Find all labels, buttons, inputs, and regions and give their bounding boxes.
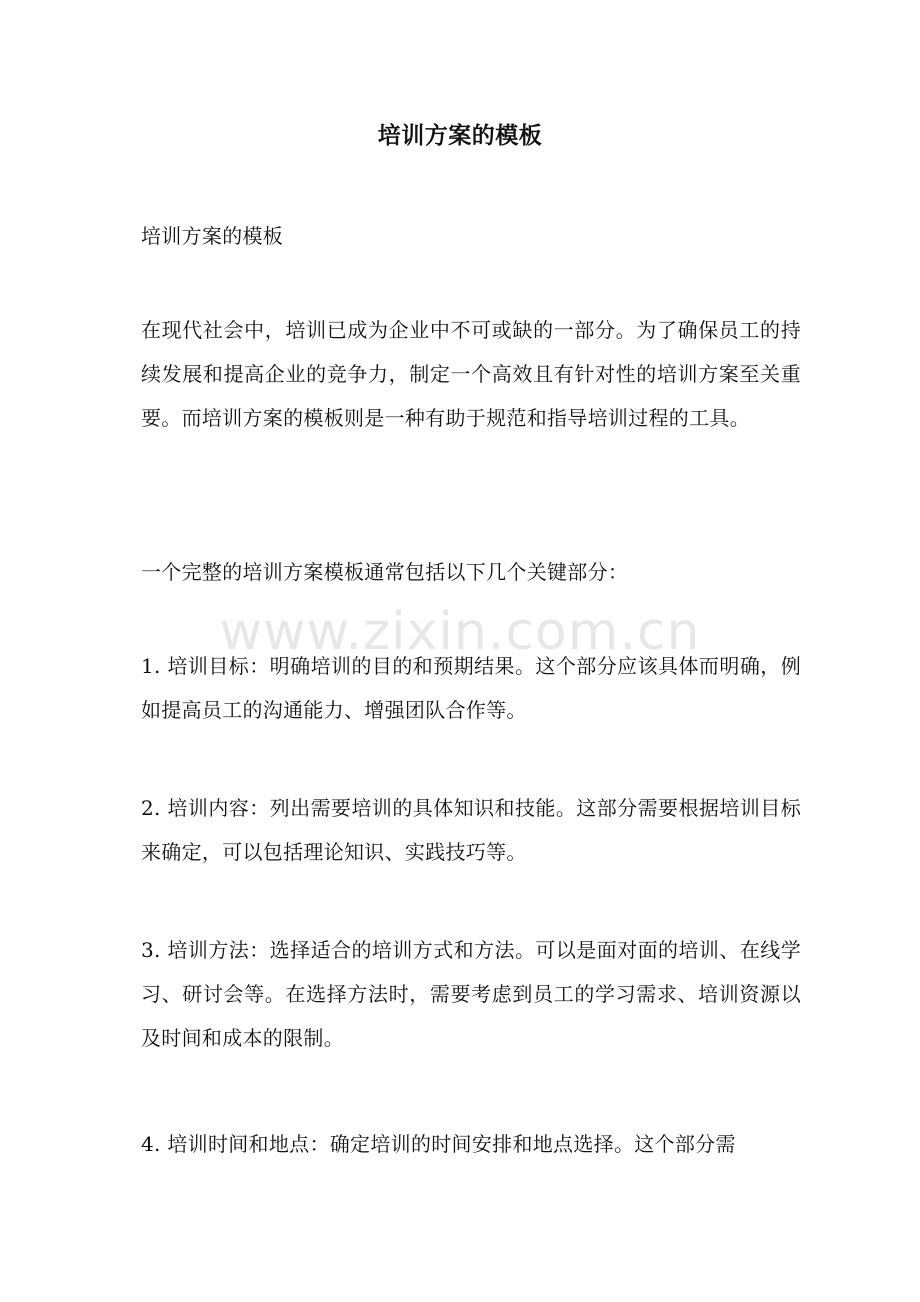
list-item-training-methods: 3. 培训方法：选择适合的培训方式和方法。可以是面对面的培训、在线学习、研讨会等。在选择方法时，需要考虑到员工的学习需求、培训资源以及时间和成本的限制。: [141, 938, 801, 1050]
paragraph-overview: 一个完整的培训方案模板通常包括以下几个关键部分：: [141, 560, 629, 584]
document-subtitle: 培训方案的模板: [141, 224, 284, 248]
list-item-training-goals: 1. 培训目标：明确培训的目的和预期结果。这个部分应该具体而明确，例如提高员工的沟通能力、增强团队合作等。: [141, 654, 801, 722]
paragraph-intro: 在现代社会中，培训已成为企业中不可或缺的一部分。为了确保员工的持续发展和提高企业的竞争力，制定一个高效且有针对性的培训方案至关重要。而培训方案的模板则是一种有助于规范和指导培训过程的工具。: [141, 318, 801, 430]
document-title: 培训方案的模板: [377, 122, 543, 149]
list-item-training-content: 2. 培训内容：列出需要培训的具体知识和技能。这部分需要根据培训目标来确定，可以包括理论知识、实践技巧等。: [141, 796, 801, 864]
list-item-training-time-place: 4. 培训时间和地点：确定培训的时间安排和地点选择。这个部分需: [141, 1132, 736, 1156]
watermark-text: www.zixin.com.cn: [219, 602, 701, 662]
